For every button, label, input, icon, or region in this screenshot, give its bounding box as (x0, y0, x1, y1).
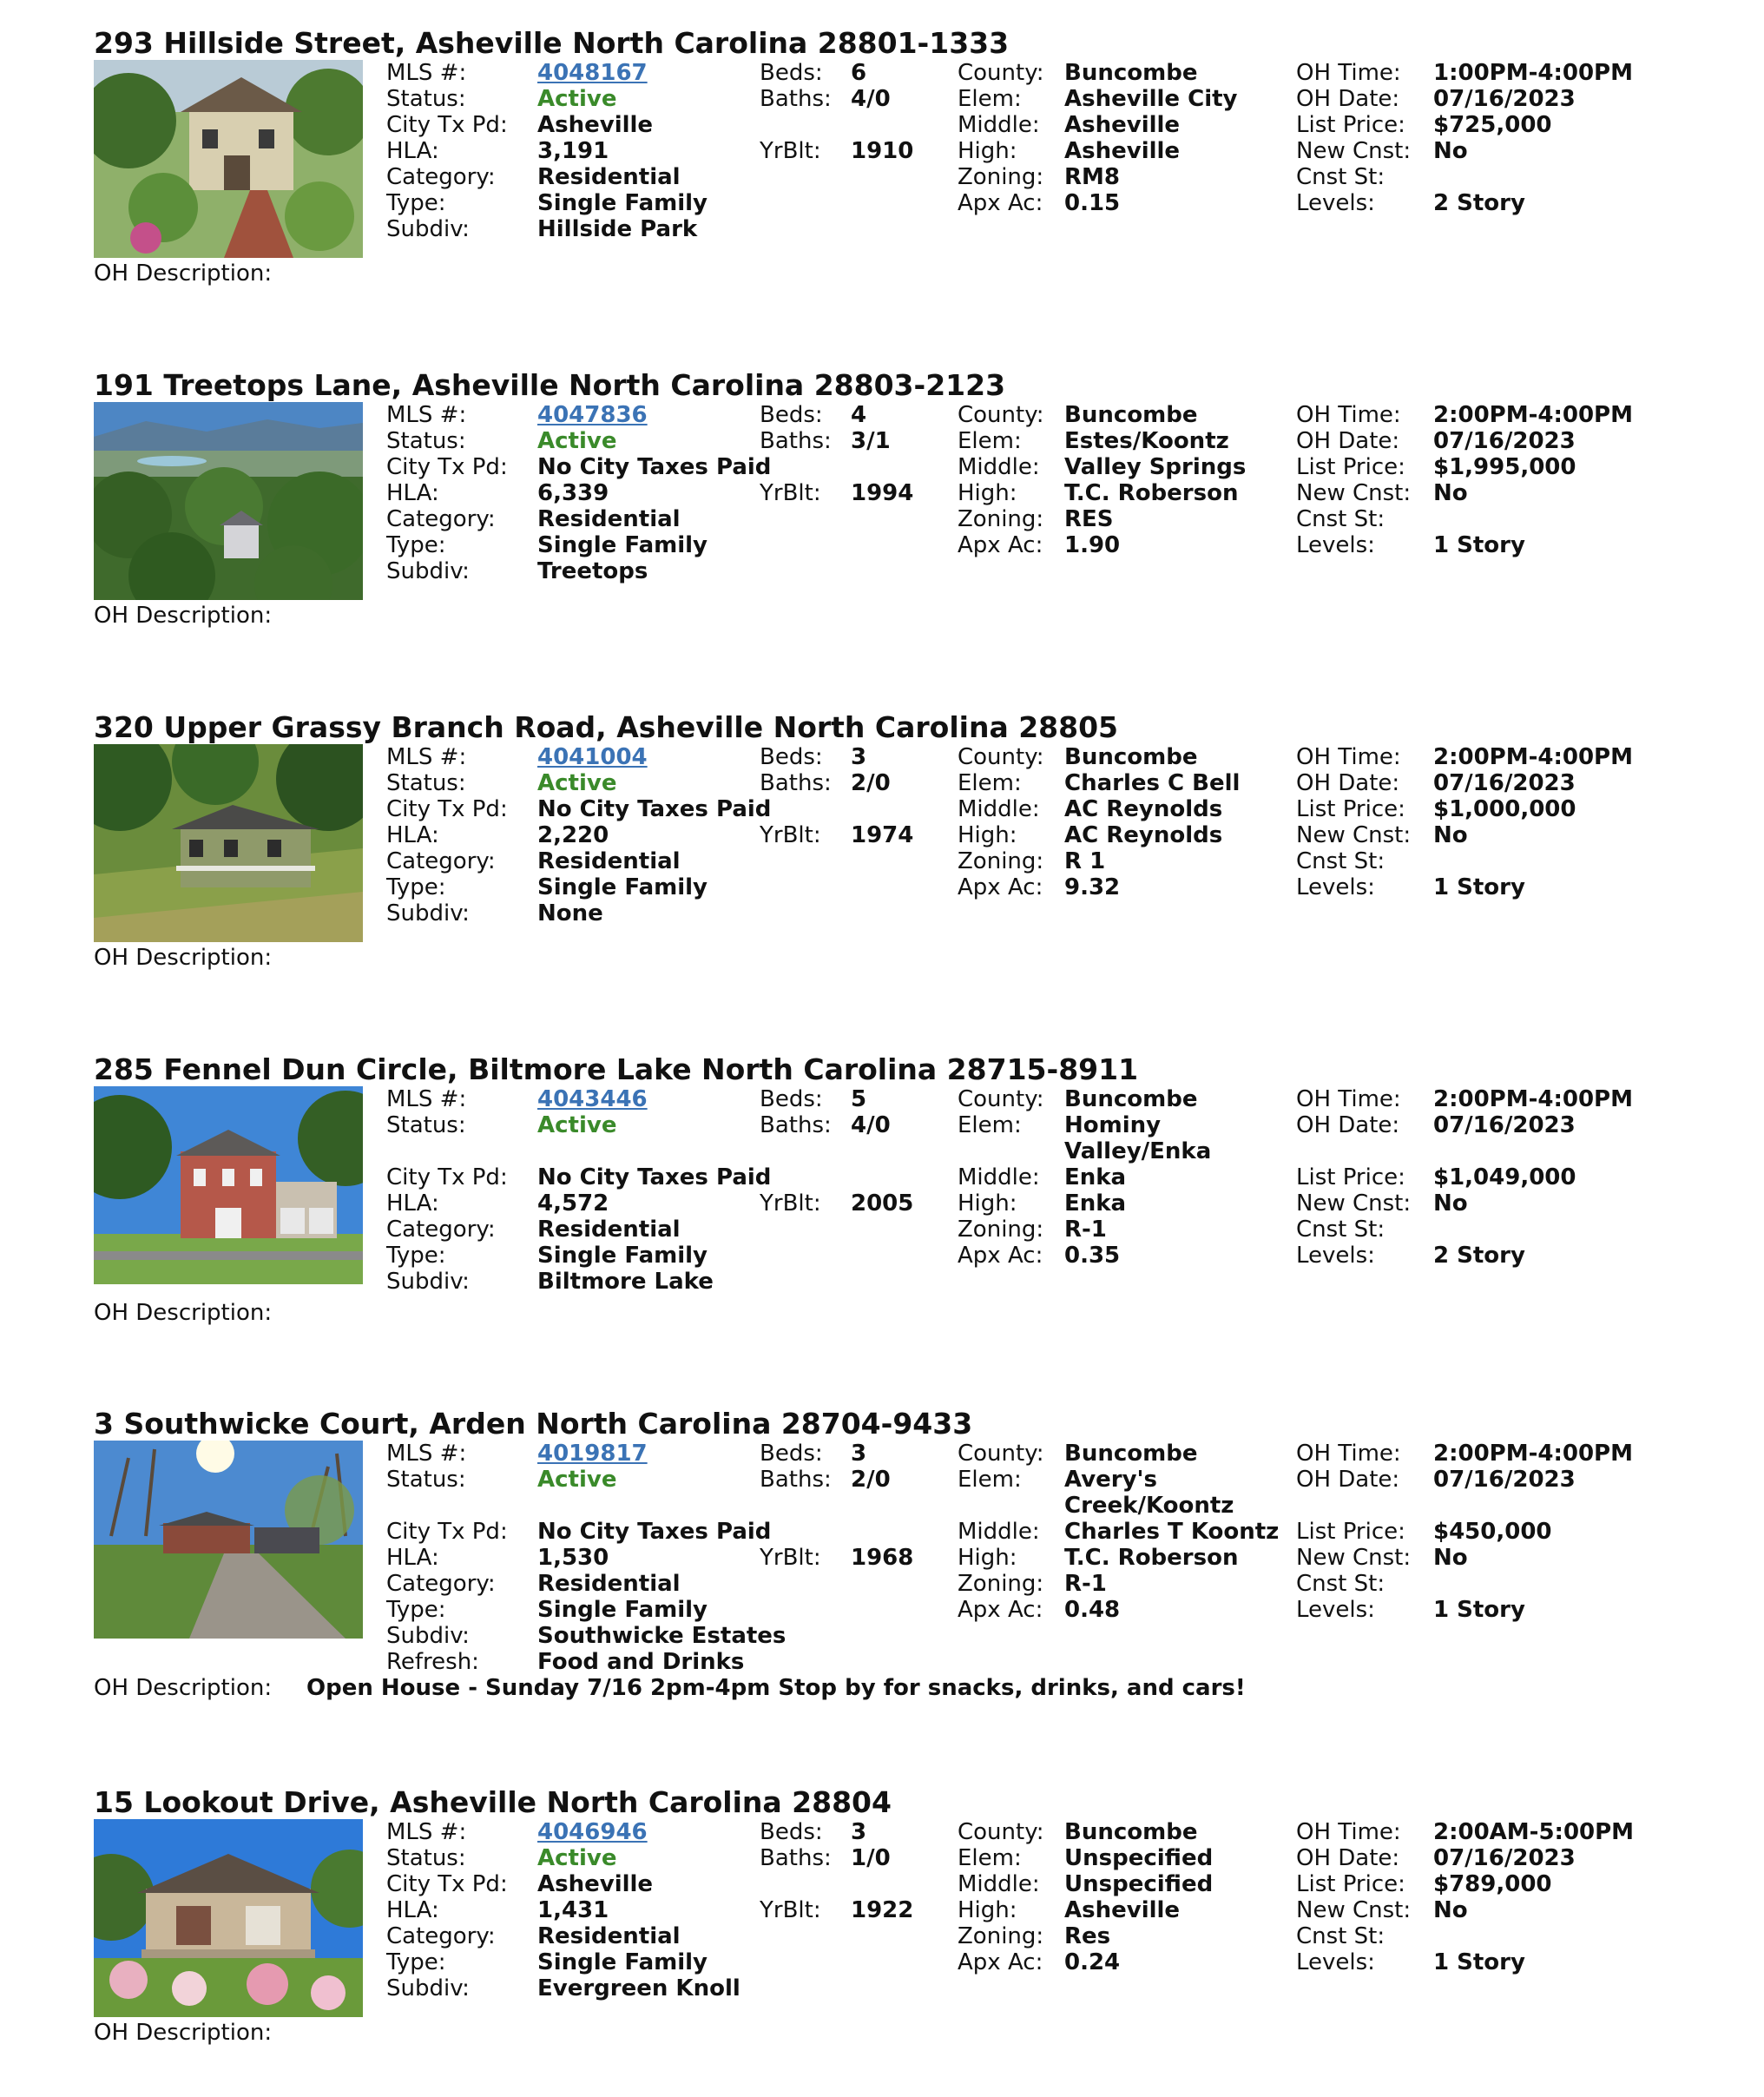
hla-label: HLA: (386, 822, 439, 848)
elem-value: Asheville City (1064, 86, 1238, 112)
beds-label: Beds: (760, 402, 823, 428)
list-price-value: $789,000 (1433, 1871, 1552, 1897)
apx-ac-label: Apx Ac: (958, 1597, 1043, 1623)
middle-label: Middle: (958, 1871, 1040, 1897)
middle-value: Charles T Koontz (1064, 1519, 1280, 1545)
cnst-st-label: Cnst St: (1296, 1923, 1386, 1949)
new-cnst-label: New Cnst: (1296, 822, 1412, 848)
new-cnst-label: New Cnst: (1296, 1190, 1412, 1217)
status-value: Active (537, 1112, 617, 1138)
mls-number-link[interactable]: 4047836 (537, 402, 648, 428)
oh-date-label: OH Date: (1296, 1845, 1400, 1871)
yrblt-label: YrBlt: (760, 138, 821, 164)
list-price-label: List Price: (1296, 1164, 1405, 1190)
elem-value: Estes/Koontz (1064, 428, 1229, 454)
city-tx-label: City Tx Pd: (386, 454, 508, 480)
levels-value: 1 Story (1433, 874, 1525, 900)
cnst-st-label: Cnst St: (1296, 848, 1386, 874)
zoning-label: Zoning: (958, 1217, 1044, 1243)
new-cnst-value: No (1433, 1190, 1468, 1217)
listing-photo[interactable] (94, 1819, 363, 2017)
subdiv-value: None (537, 900, 603, 927)
house-with-porch-aerial-photo (94, 744, 363, 942)
apx-ac-value: 0.48 (1064, 1597, 1121, 1623)
elem-label: Elem: (958, 770, 1022, 796)
elem-label: Elem: (958, 1467, 1022, 1493)
hla-value: 6,339 (537, 480, 609, 506)
beds-value: 5 (851, 1086, 867, 1112)
list-price-label: List Price: (1296, 1871, 1405, 1897)
high-label: High: (958, 480, 1017, 506)
high-value: Enka (1064, 1190, 1127, 1217)
county-value: Buncombe (1064, 1819, 1198, 1845)
subdiv-value: Southwicke Estates (537, 1623, 787, 1649)
listing-photo[interactable] (94, 402, 363, 600)
middle-label: Middle: (958, 112, 1040, 138)
county-label: County: (958, 60, 1044, 86)
middle-label: Middle: (958, 454, 1040, 480)
yrblt-label: YrBlt: (760, 1897, 821, 1923)
new-cnst-label: New Cnst: (1296, 138, 1412, 164)
yrblt-value: 1994 (851, 480, 914, 506)
yrblt-value: 1974 (851, 822, 914, 848)
type-value: Single Family (537, 190, 708, 216)
listing-address: 3 Southwicke Court, Arden North Carolina 28704-9433 (94, 1407, 973, 1441)
levels-label: Levels: (1296, 1243, 1375, 1269)
new-cnst-label: New Cnst: (1296, 1897, 1412, 1923)
oh-description-label: OH Description: (94, 260, 273, 287)
yrblt-value: 1968 (851, 1545, 914, 1571)
levels-value: 2 Story (1433, 1243, 1525, 1269)
brick-colonial-house-photo (94, 1086, 363, 1284)
oh-date-value: 07/16/2023 (1433, 1467, 1576, 1493)
oh-time-value: 2:00PM-4:00PM (1433, 1441, 1633, 1467)
middle-label: Middle: (958, 1519, 1040, 1545)
elem-label: Elem: (958, 1845, 1022, 1871)
list-price-value: $1,995,000 (1433, 454, 1576, 480)
new-cnst-value: No (1433, 1897, 1468, 1923)
status-value: Active (537, 1467, 617, 1493)
type-value: Single Family (537, 1243, 708, 1269)
status-value: Active (537, 770, 617, 796)
beds-value: 3 (851, 744, 867, 770)
county-value: Buncombe (1064, 60, 1198, 86)
list-price-label: List Price: (1296, 112, 1405, 138)
high-value: Asheville (1064, 138, 1181, 164)
baths-label: Baths: (760, 428, 832, 454)
levels-label: Levels: (1296, 190, 1375, 216)
baths-value: 2/0 (851, 1467, 891, 1493)
category-value: Residential (537, 1217, 681, 1243)
mls-number-link[interactable]: 4041004 (537, 744, 648, 770)
status-label: Status: (386, 770, 466, 796)
oh-time-label: OH Time: (1296, 60, 1401, 86)
apx-ac-label: Apx Ac: (958, 532, 1043, 558)
mls-label: MLS #: (386, 1819, 467, 1845)
list-price-value: $1,000,000 (1433, 796, 1576, 822)
subdiv-label: Subdiv: (386, 1623, 470, 1649)
subdiv-value: Evergreen Knoll (537, 1975, 740, 2001)
oh-time-value: 2:00PM-4:00PM (1433, 744, 1633, 770)
mls-label: MLS #: (386, 1441, 467, 1467)
elem-value: Charles C Bell (1064, 770, 1241, 796)
listing-photo[interactable] (94, 1086, 363, 1284)
hla-label: HLA: (386, 1545, 439, 1571)
yrblt-value: 2005 (851, 1190, 914, 1217)
new-cnst-value: No (1433, 138, 1468, 164)
category-value: Residential (537, 506, 681, 532)
zoning-value: RM8 (1064, 164, 1120, 190)
type-value: Single Family (537, 874, 708, 900)
list-price-label: List Price: (1296, 1519, 1405, 1545)
hla-label: HLA: (386, 1897, 439, 1923)
beds-label: Beds: (760, 744, 823, 770)
hla-value: 3,191 (537, 138, 609, 164)
elem-value-line1: Avery's (1064, 1467, 1157, 1493)
elem-value-line1: Hominy (1064, 1112, 1162, 1138)
oh-description-label: OH Description: (94, 2020, 273, 2046)
apx-ac-value: 1.90 (1064, 532, 1121, 558)
elem-label: Elem: (958, 1112, 1022, 1138)
levels-label: Levels: (1296, 874, 1375, 900)
new-cnst-label: New Cnst: (1296, 1545, 1412, 1571)
listing-address: 320 Upper Grassy Branch Road, Asheville North Carolina 28805 (94, 710, 1119, 744)
levels-label: Levels: (1296, 532, 1375, 558)
cnst-st-label: Cnst St: (1296, 506, 1386, 532)
oh-date-label: OH Date: (1296, 428, 1400, 454)
listing-photo[interactable] (94, 60, 363, 258)
new-cnst-label: New Cnst: (1296, 480, 1412, 506)
oh-time-value: 2:00AM-5:00PM (1433, 1819, 1635, 1845)
baths-value: 2/0 (851, 770, 891, 796)
zoning-label: Zoning: (958, 848, 1044, 874)
high-label: High: (958, 822, 1017, 848)
subdiv-label: Subdiv: (386, 558, 470, 584)
category-label: Category: (386, 1923, 496, 1949)
middle-value: Enka (1064, 1164, 1127, 1190)
levels-label: Levels: (1296, 1597, 1375, 1623)
yrblt-label: YrBlt: (760, 822, 821, 848)
high-value: AC Reynolds (1064, 822, 1223, 848)
category-value: Residential (537, 848, 681, 874)
oh-description-label: OH Description: (94, 945, 273, 971)
status-label: Status: (386, 1467, 466, 1493)
list-price-label: List Price: (1296, 454, 1405, 480)
subdiv-value: Treetops (537, 558, 648, 584)
type-label: Type: (386, 1243, 446, 1269)
mls-label: MLS #: (386, 1086, 467, 1112)
beds-value: 6 (851, 60, 867, 86)
high-value: T.C. Roberson (1064, 1545, 1239, 1571)
zoning-value: R-1 (1064, 1217, 1107, 1243)
subdiv-label: Subdiv: (386, 900, 470, 927)
listing-address: 285 Fennel Dun Circle, Biltmore Lake North Carolina 28715-8911 (94, 1052, 1139, 1086)
oh-description-label: OH Description: (94, 1675, 273, 1701)
listing-address: 191 Treetops Lane, Asheville North Carolina 28803-2123 (94, 368, 1006, 402)
type-value: Single Family (537, 1597, 708, 1623)
zoning-label: Zoning: (958, 164, 1044, 190)
oh-date-value: 07/16/2023 (1433, 1112, 1576, 1138)
zoning-label: Zoning: (958, 1571, 1044, 1597)
baths-value: 3/1 (851, 428, 891, 454)
apx-ac-value: 9.32 (1064, 874, 1121, 900)
apx-ac-value: 0.15 (1064, 190, 1121, 216)
status-label: Status: (386, 1112, 466, 1138)
county-value: Buncombe (1064, 744, 1198, 770)
baths-value: 4/0 (851, 86, 891, 112)
subdiv-label: Subdiv: (386, 1975, 470, 2001)
baths-label: Baths: (760, 86, 832, 112)
high-value: Asheville (1064, 1897, 1181, 1923)
subdiv-value: Hillside Park (537, 216, 698, 242)
apx-ac-label: Apx Ac: (958, 874, 1043, 900)
county-label: County: (958, 1086, 1044, 1112)
oh-time-value: 2:00PM-4:00PM (1433, 1086, 1633, 1112)
oh-date-label: OH Date: (1296, 1467, 1400, 1493)
oh-time-value: 2:00PM-4:00PM (1433, 402, 1633, 428)
list-price-label: List Price: (1296, 796, 1405, 822)
zoning-value: R-1 (1064, 1571, 1107, 1597)
apx-ac-value: 0.24 (1064, 1949, 1121, 1975)
city-tx-label: City Tx Pd: (386, 1519, 508, 1545)
hla-label: HLA: (386, 1190, 439, 1217)
list-price-value: $725,000 (1433, 112, 1552, 138)
cnst-st-label: Cnst St: (1296, 164, 1386, 190)
levels-value: 2 Story (1433, 190, 1525, 216)
high-label: High: (958, 1190, 1017, 1217)
new-cnst-value: No (1433, 1545, 1468, 1571)
county-label: County: (958, 1819, 1044, 1845)
type-label: Type: (386, 874, 446, 900)
elem-value: Unspecified (1064, 1845, 1214, 1871)
hla-value: 1,530 (537, 1545, 609, 1571)
apx-ac-label: Apx Ac: (958, 1243, 1043, 1269)
beds-label: Beds: (760, 1819, 823, 1845)
oh-time-label: OH Time: (1296, 1819, 1401, 1845)
type-value: Single Family (537, 1949, 708, 1975)
city-tx-value: Asheville (537, 112, 654, 138)
apx-ac-label: Apx Ac: (958, 1949, 1043, 1975)
oh-date-value: 07/16/2023 (1433, 86, 1576, 112)
hla-value: 1,431 (537, 1897, 609, 1923)
cnst-st-label: Cnst St: (1296, 1571, 1386, 1597)
hla-label: HLA: (386, 480, 439, 506)
yrblt-label: YrBlt: (760, 480, 821, 506)
category-label: Category: (386, 1217, 496, 1243)
yrblt-label: YrBlt: (760, 1190, 821, 1217)
listing-photo[interactable] (94, 1441, 363, 1639)
middle-value: Asheville (1064, 112, 1181, 138)
subdiv-value: Biltmore Lake (537, 1269, 714, 1295)
listing-address: 15 Lookout Drive, Asheville North Carolina 28804 (94, 1785, 892, 1819)
house-on-hill-with-garden-photo (94, 60, 363, 258)
elem-label: Elem: (958, 428, 1022, 454)
city-tx-value: No City Taxes Paid (537, 1519, 772, 1545)
category-value: Residential (537, 1923, 681, 1949)
middle-label: Middle: (958, 1164, 1040, 1190)
city-tx-value: No City Taxes Paid (537, 796, 772, 822)
middle-value: Unspecified (1064, 1871, 1214, 1897)
mls-label: MLS #: (386, 744, 467, 770)
beds-value: 3 (851, 1441, 867, 1467)
elem-value-line2: Creek/Koontz (1064, 1493, 1234, 1519)
oh-time-label: OH Time: (1296, 402, 1401, 428)
listing-address: 293 Hillside Street, Asheville North Carolina 28801-1333 (94, 26, 1010, 60)
zoning-value: R 1 (1064, 848, 1106, 874)
levels-label: Levels: (1296, 1949, 1375, 1975)
middle-value: Valley Springs (1064, 454, 1247, 480)
status-label: Status: (386, 86, 466, 112)
yrblt-value: 1922 (851, 1897, 914, 1923)
hla-label: HLA: (386, 138, 439, 164)
listing-photo[interactable] (94, 744, 363, 942)
craftsman-bungalow-with-flowers-photo (94, 1819, 363, 2017)
beds-label: Beds: (760, 60, 823, 86)
middle-value: AC Reynolds (1064, 796, 1223, 822)
subdiv-label: Subdiv: (386, 1269, 470, 1295)
category-value: Residential (537, 164, 681, 190)
county-value: Buncombe (1064, 402, 1198, 428)
oh-description-text: Open House - Sunday 7/16 2pm-4pm Stop by for snacks, drinks, and cars! (306, 1675, 1246, 1701)
baths-label: Baths: (760, 1467, 832, 1493)
apx-ac-value: 0.35 (1064, 1243, 1121, 1269)
city-tx-label: City Tx Pd: (386, 796, 508, 822)
levels-value: 1 Story (1433, 1949, 1525, 1975)
yrblt-value: 1910 (851, 138, 914, 164)
category-label: Category: (386, 506, 496, 532)
type-label: Type: (386, 1597, 446, 1623)
oh-date-label: OH Date: (1296, 1112, 1400, 1138)
category-label: Category: (386, 164, 496, 190)
levels-value: 1 Story (1433, 532, 1525, 558)
status-value: Active (537, 428, 617, 454)
new-cnst-value: No (1433, 822, 1468, 848)
oh-date-value: 07/16/2023 (1433, 428, 1576, 454)
mls-number-link[interactable]: 4046946 (537, 1819, 648, 1845)
zoning-value: Res (1064, 1923, 1111, 1949)
baths-value: 4/0 (851, 1112, 891, 1138)
county-label: County: (958, 1441, 1044, 1467)
elem-value-line2: Valley/Enka (1064, 1138, 1212, 1164)
city-tx-value: No City Taxes Paid (537, 454, 772, 480)
mls-number-link[interactable]: 4043446 (537, 1086, 648, 1112)
cnst-st-label: Cnst St: (1296, 1217, 1386, 1243)
county-value: Buncombe (1064, 1441, 1198, 1467)
oh-description-label: OH Description: (94, 603, 273, 629)
city-tx-label: City Tx Pd: (386, 1871, 508, 1897)
mls-label: MLS #: (386, 60, 467, 86)
ranch-house-with-driveway-photo (94, 1441, 363, 1639)
oh-date-label: OH Date: (1296, 770, 1400, 796)
levels-value: 1 Story (1433, 1597, 1525, 1623)
hla-value: 4,572 (537, 1190, 609, 1217)
high-label: High: (958, 1545, 1017, 1571)
category-label: Category: (386, 848, 496, 874)
list-price-value: $1,049,000 (1433, 1164, 1576, 1190)
elem-label: Elem: (958, 86, 1022, 112)
high-value: T.C. Roberson (1064, 480, 1239, 506)
zoning-label: Zoning: (958, 506, 1044, 532)
high-label: High: (958, 1897, 1017, 1923)
oh-time-label: OH Time: (1296, 1441, 1401, 1467)
city-tx-value: No City Taxes Paid (537, 1164, 772, 1190)
oh-time-label: OH Time: (1296, 1086, 1401, 1112)
oh-date-value: 07/16/2023 (1433, 1845, 1576, 1871)
beds-value: 3 (851, 1819, 867, 1845)
status-label: Status: (386, 428, 466, 454)
type-value: Single Family (537, 532, 708, 558)
list-price-value: $450,000 (1433, 1519, 1552, 1545)
baths-label: Baths: (760, 1845, 832, 1871)
oh-time-label: OH Time: (1296, 744, 1401, 770)
aerial-mountain-view-photo (94, 402, 363, 600)
category-label: Category: (386, 1571, 496, 1597)
refresh-value: Food and Drinks (537, 1649, 745, 1675)
high-label: High: (958, 138, 1017, 164)
status-value: Active (537, 1845, 617, 1871)
oh-date-label: OH Date: (1296, 86, 1400, 112)
mls-number-link[interactable]: 4019817 (537, 1441, 648, 1467)
status-label: Status: (386, 1845, 466, 1871)
refresh-label: Refresh: (386, 1649, 479, 1675)
mls-label: MLS #: (386, 402, 467, 428)
baths-value: 1/0 (851, 1845, 891, 1871)
subdiv-label: Subdiv: (386, 216, 470, 242)
baths-label: Baths: (760, 1112, 832, 1138)
baths-label: Baths: (760, 770, 832, 796)
county-label: County: (958, 744, 1044, 770)
city-tx-label: City Tx Pd: (386, 112, 508, 138)
hla-value: 2,220 (537, 822, 609, 848)
beds-label: Beds: (760, 1086, 823, 1112)
county-label: County: (958, 402, 1044, 428)
oh-date-value: 07/16/2023 (1433, 770, 1576, 796)
new-cnst-value: No (1433, 480, 1468, 506)
middle-label: Middle: (958, 796, 1040, 822)
city-tx-value: Asheville (537, 1871, 654, 1897)
city-tx-label: City Tx Pd: (386, 1164, 508, 1190)
type-label: Type: (386, 1949, 446, 1975)
apx-ac-label: Apx Ac: (958, 190, 1043, 216)
oh-time-value: 1:00PM-4:00PM (1433, 60, 1633, 86)
beds-value: 4 (851, 402, 867, 428)
zoning-value: RES (1064, 506, 1114, 532)
beds-label: Beds: (760, 1441, 823, 1467)
oh-description-label: OH Description: (94, 1300, 273, 1326)
type-label: Type: (386, 532, 446, 558)
mls-number-link[interactable]: 4048167 (537, 60, 648, 86)
zoning-label: Zoning: (958, 1923, 1044, 1949)
yrblt-label: YrBlt: (760, 1545, 821, 1571)
type-label: Type: (386, 190, 446, 216)
status-value: Active (537, 86, 617, 112)
category-value: Residential (537, 1571, 681, 1597)
county-value: Buncombe (1064, 1086, 1198, 1112)
